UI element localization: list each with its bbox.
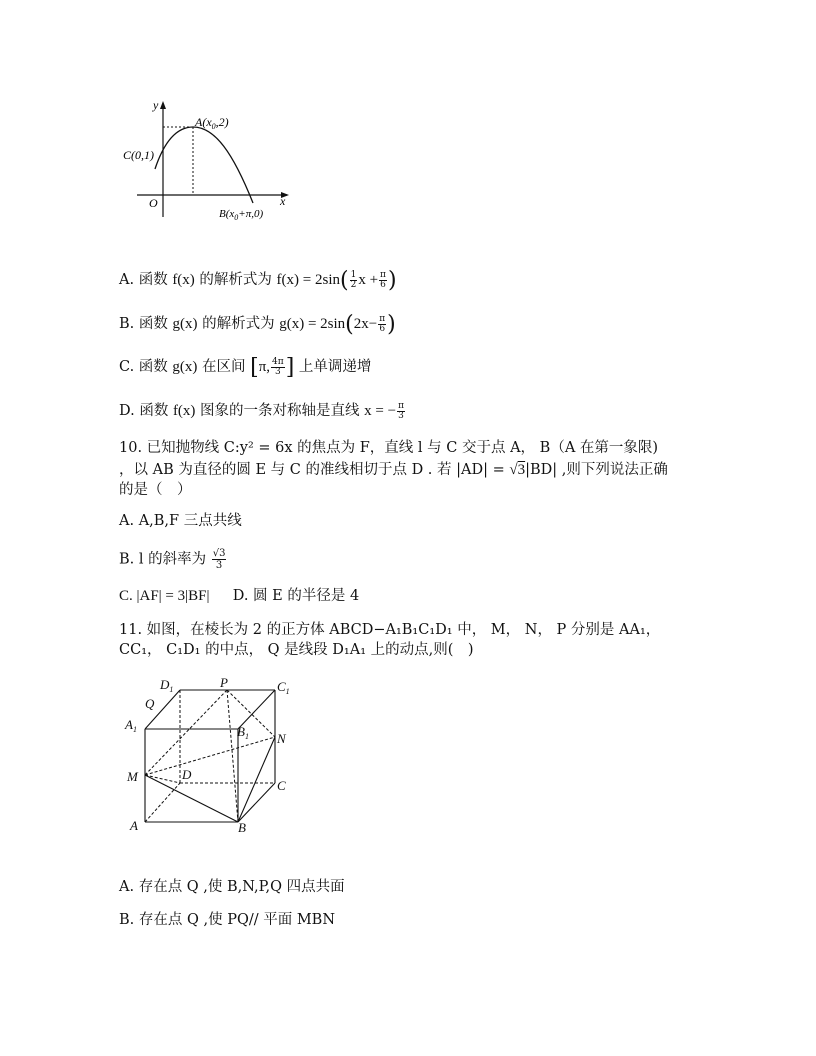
segment-p-b bbox=[227, 690, 238, 822]
segment-m-b bbox=[145, 775, 238, 822]
q11-stem-line1: 11. 如图，在棱长为 2 的正方体 ABCD−A₁B₁C₁D₁ 中， M， N， P 分别是 AA₁， bbox=[119, 622, 661, 638]
cube-figure bbox=[120, 675, 310, 835]
segment-m-d bbox=[145, 775, 180, 783]
label-m: M bbox=[127, 769, 138, 784]
q9-option-d: D. 函数 f(x) 图象的一条对称轴是直线 x = − $\frac{\pi}{3}$ bbox=[119, 400, 404, 421]
origin-label: O bbox=[149, 196, 158, 210]
sqrt-3: √3 bbox=[509, 462, 526, 478]
q11-option-a: A. 存在点 Q ,使 B,N,P,Q 四点共面 bbox=[119, 879, 345, 895]
segment-b-n bbox=[238, 737, 275, 822]
fraction-pi-sixth-b: $\frac{\pi}{6}$ bbox=[379, 313, 386, 334]
q10-stem-line1: 10. 已知抛物线 C:y² = 6x 的焦点为 F，直线 l 与 C 交于点 A， B（A 在第一象限) bbox=[119, 440, 659, 456]
label-c1: $C_1$ bbox=[277, 679, 290, 696]
label-n: N bbox=[277, 731, 286, 746]
q10-option-a: A. A,B,F 三点共线 bbox=[119, 513, 242, 529]
q11-option-b: B. 存在点 Q ,使 PQ// 平面 MBN bbox=[119, 912, 336, 928]
q10-option-b: B. l 的斜率为 $\frac{√3}{3}$ bbox=[119, 548, 226, 571]
q10-option-cd: C. |AF| = 3|BF| D. 圆 E 的半径是 4 bbox=[119, 588, 360, 604]
fraction-one-half: $\frac{1}{2}$ bbox=[350, 269, 357, 290]
segment-m-n bbox=[145, 737, 275, 775]
q9-option-c: C. 函数 g(x) 在区间 [π, $\frac{4\pi}{3}$ ] 上单调递增 bbox=[119, 355, 372, 380]
sine-curve bbox=[155, 127, 253, 203]
y-axis-arrow bbox=[160, 101, 166, 109]
point-a-label: $A(x_0,2)$ bbox=[195, 115, 229, 131]
fraction-pi-sixth: $\frac{\pi}{6}$ bbox=[380, 269, 386, 290]
label-d1: $D_1$ bbox=[160, 677, 174, 694]
q10-stem-line3: 的是（ ） bbox=[119, 482, 192, 498]
label-a1: $A_1$ bbox=[125, 717, 137, 734]
label-q: Q bbox=[145, 696, 155, 711]
function-graph bbox=[115, 95, 305, 225]
label-d: D bbox=[182, 767, 192, 782]
hidden-edge-a-d bbox=[145, 783, 180, 822]
x-label: x bbox=[280, 194, 286, 208]
label-b: B bbox=[238, 820, 246, 835]
edge-b-c bbox=[238, 783, 275, 822]
q10-stem-line2: ，以 AB 为直径的圆 E 与 C 的准线相切于点 D . 若 |AD| = √3|BD| ,则下列说法正确 bbox=[119, 462, 668, 478]
label-a: A bbox=[130, 818, 138, 833]
point-c-label: C(0,1) bbox=[123, 148, 154, 162]
label-b1: $B_1$ bbox=[237, 724, 249, 741]
point-b-label: $B(x_0+\pi,0)$ bbox=[219, 208, 264, 222]
fraction-four-pi-thirds: $\frac{4\pi}{3}$ bbox=[272, 356, 284, 377]
label-c: C bbox=[277, 778, 286, 793]
fraction-pi-third: $\frac{\pi}{3}$ bbox=[398, 400, 404, 421]
fraction-sqrt3-over-3: $\frac{√3}{3}$ bbox=[212, 548, 226, 571]
q9-option-a: A. 函数 f(x) 的解析式为 f(x) = 2sin( $\frac{1}{2}$ x + $\frac{\pi}{6}$ ) bbox=[119, 268, 397, 293]
segment-m-p bbox=[145, 690, 227, 775]
label-p: P bbox=[220, 675, 228, 690]
q11-stem-line2: CC₁， C₁D₁ 的中点， Q 是线段 D₁A₁ 上的动点,则( ) bbox=[119, 642, 474, 658]
q9-option-b: B. 函数 g(x) 的解析式为 g(x) = 2sin(2x− $\frac{\pi}{6}$ ) bbox=[119, 312, 396, 337]
y-label: y bbox=[153, 98, 159, 112]
